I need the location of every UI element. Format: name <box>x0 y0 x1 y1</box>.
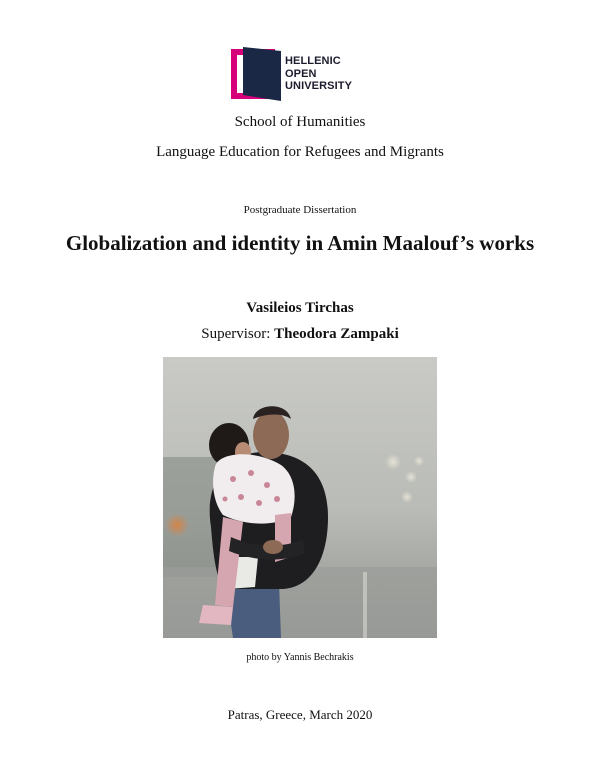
hou-emblem-icon <box>231 47 283 101</box>
dissertation-title: Globalization and identity in Amin Maalouf’s works <box>65 231 535 255</box>
man-carrying-child-in-rain-icon <box>163 357 437 638</box>
cover-photo <box>163 357 437 638</box>
author-name: Vasileios Tirchas <box>246 300 354 316</box>
program-name: Language Education for Refugees and Migrants <box>156 144 444 160</box>
document-type: Postgraduate Dissertation <box>243 204 357 216</box>
logo-wordmark <box>285 55 352 93</box>
supervisor-name: Theodora Zampaki <box>274 326 399 342</box>
logo-line-2: OPEN <box>285 67 317 80</box>
logo-line-1: HELLENIC <box>285 55 341 67</box>
supervisor-label: Supervisor: <box>201 326 271 342</box>
place-and-date: Patras, Greece, March 2020 <box>227 707 373 722</box>
university-logo <box>231 47 371 101</box>
logo-line-3: UNIVERSITY <box>285 80 353 92</box>
school-name: School of Humanities <box>234 114 366 130</box>
photo-caption: photo by Yannis Bechrakis <box>246 652 354 663</box>
supervisor-line <box>0 326 600 343</box>
